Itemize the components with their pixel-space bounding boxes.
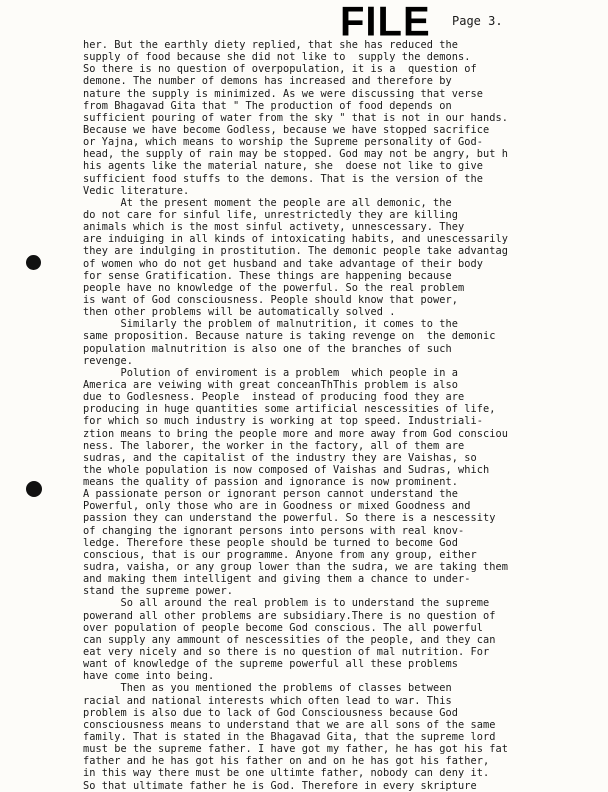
text-line: America are veiwing with great conceanThThis problem is also [83, 378, 458, 391]
text-line: want of knowledge of the supreme powerful all these problems [83, 658, 458, 671]
text-line: ztion means to bring the people more and more away from God consciou [83, 427, 508, 440]
text-line: his agents like the material nature, she doese not like to give [83, 160, 483, 173]
text-line: powerand all other problems are subsidiary.There is no question of [83, 609, 496, 622]
text-line: sudra, vaisha, or any group lower than the sudra, we are taking them [83, 561, 508, 574]
text-line: animals which is the most sinful activety, unnescessary. They [83, 221, 465, 234]
text-line: from Bhagavad Gita that " The production of food depends on [83, 99, 452, 112]
text-line: for which so much industry is working at top speed. Industriali- [83, 415, 483, 428]
text-line: in this way there must be one ultimte father, nobody can deny it. [83, 767, 490, 780]
text-line: So that ultimate father he is God. Therefore in every skripture [83, 779, 477, 792]
text-line: they are indulging in prostitution. The demonic people take advantag [83, 245, 508, 258]
text-line: sufficient food stuffs to the demons. That is the version of the [83, 172, 483, 185]
text-line: can supply any ammount of nescessities of the people, and they can [83, 633, 496, 646]
text-line: same proposition. Because nature is taking revenge on the demonic [83, 330, 496, 343]
text-line: ledge. Therefore these people should be turned to become God [83, 536, 458, 549]
text-line: the whole population is now composed of Vaishas and Sudras, which [83, 463, 490, 476]
text-line: her. But the earthly diety replied, that she has reduced the [83, 39, 458, 51]
text-line: and making them intelligent and giving them a chance to under- [83, 573, 471, 586]
text-line: do not care for sinful life, unrestrictedly they are killing [83, 208, 458, 221]
text-line: nature the supply is minimized. As we were discussing that verse [83, 87, 483, 100]
text-line: ness. The laborer, the worker in the factory, all of them are [83, 439, 465, 452]
text-line: Powerful, only those who are in Goodness or mixed Goodness and [83, 500, 471, 513]
text-line: supply of food because she did not like to supply the demons. [83, 51, 471, 64]
text-line: or Yajna, which means to worship the Supreme personality of God- [83, 136, 483, 149]
text-line: revenge. [83, 354, 133, 367]
text-line: family. That is stated in the Bhagavad Gita, that the supreme lord [83, 731, 496, 744]
text-line: So there is no question of overpopulation, it is a question of [83, 63, 477, 76]
text-line: producing in huge quantities some artificial nescessities of life, [83, 403, 496, 416]
text-line: father and he has got his father on and on he has got his father, [83, 755, 490, 768]
text-line: for sense Gratification. These things are happening because [83, 269, 452, 282]
text-line: Because we have become Godless, because we have stopped sacrifice [83, 123, 490, 136]
text-line: eat very nicely and so there is no question of mal nutrition. For [83, 646, 490, 659]
text-line: racial and national interests which often lead to war. This [83, 694, 452, 707]
page-number: Page 3. [452, 14, 503, 28]
text-line: of women who do not get husband and take advantage of their body [83, 257, 483, 270]
text-line: people have no knowledge of the powerful. So the real problem [83, 281, 465, 294]
text-line: means the quality of passion and ignorance is now prominent. [83, 476, 458, 489]
punch-hole-mark [26, 255, 41, 270]
text-line: have come into being. [83, 670, 215, 683]
text-line: passion they can understand the powerful. So there is a nescessity [83, 512, 496, 525]
text-line: Similarly the problem of malnutrition, it comes to the [83, 318, 458, 331]
text-line: A passionate person or ignorant person cannot understand the [83, 488, 458, 501]
text-line: Polution of enviroment is a problem which people in a [83, 366, 458, 379]
text-line: Then as you mentioned the problems of classes between [83, 682, 452, 695]
text-line: over population of people become God conscious. The all powerful [83, 621, 483, 634]
text-line: of changing the ignorant persons into persons with real knov- [83, 524, 465, 537]
typed-letter-body [83, 39, 608, 792]
text-line: head, the supply of rain may be stopped. God may not be angry, but h [83, 148, 508, 161]
file-stamp: FILE [340, 0, 431, 46]
text-line: So all around the real problem is to understand the supreme [83, 597, 490, 610]
text-line: problem is also due to lack of God Consciousness because God [83, 706, 458, 719]
text-line: is want of God consciousness. People should know that power, [83, 293, 458, 306]
text-line: population malnutrition is also one of the branches of such [83, 342, 452, 355]
text-line: must be the supreme father. I have got my father, he has got his fat [83, 743, 508, 756]
text-line: are induiging in all kinds of intoxicating habits, and unescessarily [83, 233, 508, 246]
text-line: then other problems will be automatically solved . [83, 306, 396, 319]
punch-hole-mark [26, 481, 42, 497]
text-line: conscious, that is our programme. Anyone from any group, either [83, 548, 477, 561]
text-line: At the present moment the people are all demonic, the [83, 196, 452, 209]
text-line: sudras, and the capitalist of the industry they are Vaishas, so [83, 451, 477, 464]
text-line: due to Godlesness. People instead of producing food they are [83, 391, 465, 404]
text-line: demone. The number of demons has increased and therefore by [83, 75, 452, 88]
text-line: Vedic literature. [83, 184, 190, 197]
text-line: sufficient pouring of water from the sky " that is not in our hands. [83, 111, 508, 124]
text-line: consciousness means to understand that we are all sons of the same [83, 718, 496, 731]
text-line: stand the supreme power. [83, 585, 233, 598]
